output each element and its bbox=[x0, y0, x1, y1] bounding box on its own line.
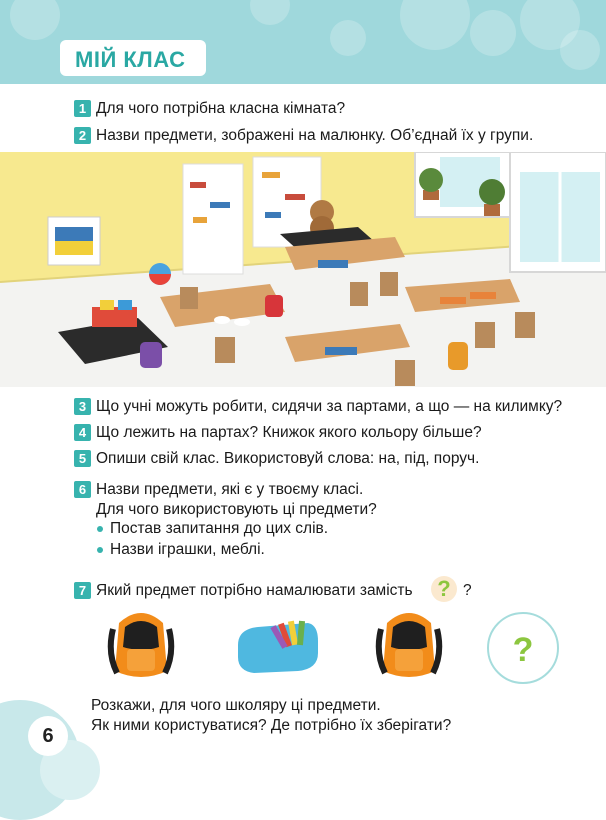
sequence-item-question bbox=[487, 612, 559, 684]
question-6-line-1: Назви предмети, які є у твоєму класі. bbox=[96, 481, 364, 498]
question-number-2: 2 bbox=[74, 127, 91, 144]
question-6-bullet-1: Постав запитання до цих слів. bbox=[110, 520, 329, 537]
page-number: 6 bbox=[28, 716, 68, 756]
footer-line-2: Як ними користуватися? Де потрібно їх зберігати? bbox=[91, 717, 452, 734]
question-7-text: Який предмет потрібно намалювати замість bbox=[96, 582, 413, 599]
question-number-4: 4 bbox=[74, 424, 91, 441]
question-number-3: 3 bbox=[74, 398, 91, 415]
question-3-text: Що учні можуть робити, сидячи за партами, а що — на килимку? bbox=[96, 398, 563, 415]
question-6-line-2: Для чого використовують ці предмети? bbox=[96, 501, 377, 518]
page-title: МІЙ КЛАС bbox=[75, 47, 186, 72]
bullet-icon bbox=[97, 547, 103, 553]
footer-line-1: Розкажи, для чого школяру ці предмети. bbox=[91, 697, 381, 714]
pencil-case-icon bbox=[232, 615, 322, 677]
backpack-icon bbox=[373, 605, 445, 681]
question-icon bbox=[489, 614, 557, 682]
svg-text:?: ? bbox=[512, 631, 534, 669]
question-1-text: Для чого потрібна класна кімната? bbox=[96, 100, 346, 117]
classroom-scene-svg bbox=[0, 152, 606, 387]
question-4-text: Що лежить на партах? Книжок якого кольору більше? bbox=[96, 424, 482, 441]
question-number-7: 7 bbox=[74, 582, 91, 599]
question-7-after: ? bbox=[463, 582, 472, 599]
backpack-icon bbox=[105, 605, 177, 681]
question-number-1: 1 bbox=[74, 100, 91, 117]
sequence-item-pencil-case bbox=[232, 615, 322, 677]
question-number-5: 5 bbox=[74, 450, 91, 467]
sequence-item-backpack-1 bbox=[105, 605, 177, 681]
question-6-bullet-2: Назви іграшки, меблі. bbox=[110, 541, 265, 558]
question-mark-icon: ? bbox=[431, 576, 457, 602]
classroom-illustration bbox=[0, 152, 606, 387]
question-2-text: Назви предмети, зображені на малюнку. Об’єднай їх у групи. bbox=[96, 127, 534, 144]
sequence-item-backpack-2 bbox=[373, 605, 445, 681]
bullet-icon bbox=[97, 526, 103, 532]
question-number-6: 6 bbox=[74, 481, 91, 498]
question-5-text: Опиши свій клас. Використовуй слова: на, під, поруч. bbox=[96, 450, 480, 467]
